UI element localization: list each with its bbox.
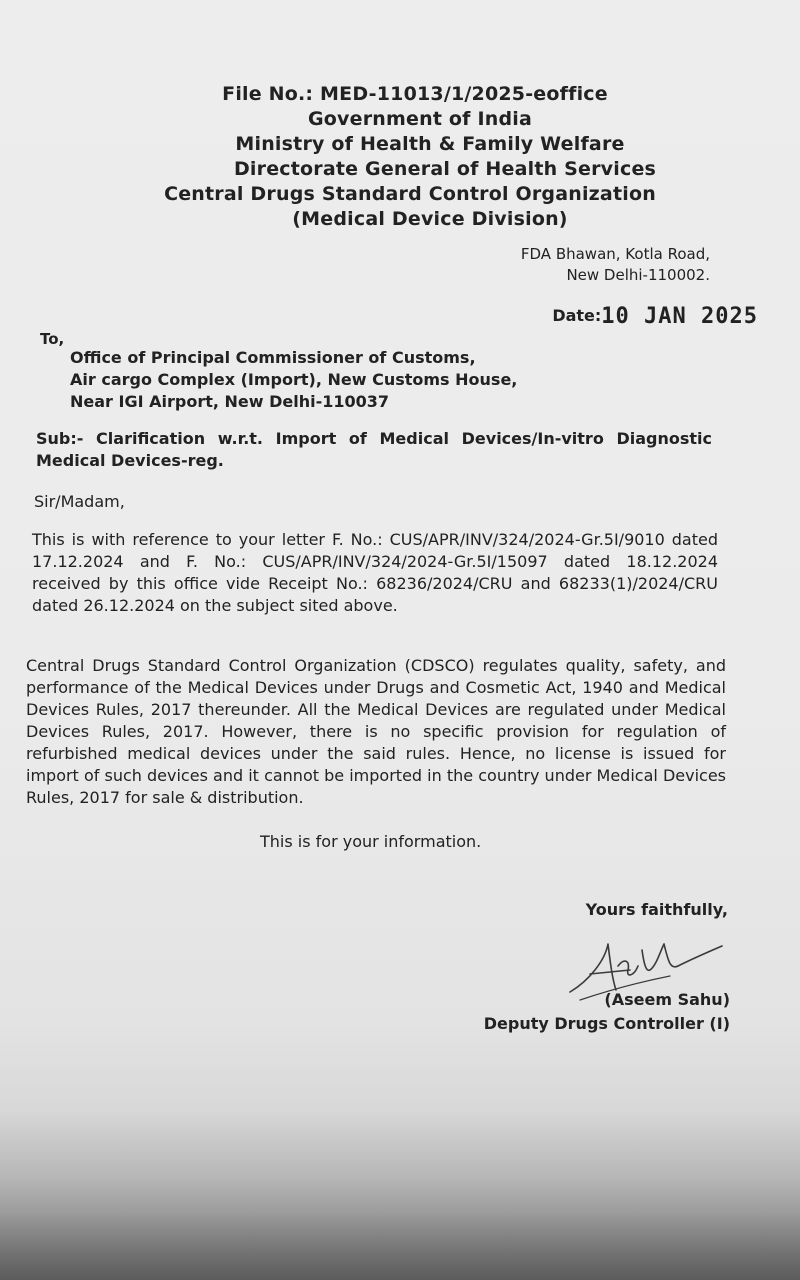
- body-paragraph-2: Central Drugs Standard Control Organization (CDSCO) regulates quality, safety, and performance of the Medical Devices under Drugs and Cosmetic Act, 1940 and Medical Devices Rules, 2017 thereunder. All the Medical Devices are regulated under Medical Devices Rules, 2017. However, there is no specific provision for regulation of refurbished medical devices under the said rules. Hence, no license is issued for import of such devices and it cannot be imported in the country under Medical Devices Rules, 2017 for sale & distribution.: [26, 656, 726, 807]
- subject-line: Sub:- Clarification w.r.t. Import of Medical Devices/In-vitro Diagnostic Medical Devices-reg.: [36, 429, 712, 470]
- signer-title: Deputy Drugs Controller (I): [483, 1014, 730, 1033]
- body-paragraph-1: This is with reference to your letter F. No.: CUS/APR/INV/324/2024-Gr.5I/9010 dated 17.12.2024 and F. No.: CUS/APR/INV/324/2024-Gr.5I/15097 dated 18.12.2024 received by this office vide Receipt No.: 68236/2024/CRU and 68233(1)/2024/CRU dated 26.12.2024 on the subject sited above.: [32, 530, 718, 615]
- recipient-address: [70, 347, 517, 413]
- government-line: Government of India: [308, 108, 532, 130]
- date-row: [552, 304, 758, 329]
- directorate-line: Directorate General of Health Services: [233, 158, 657, 180]
- to-label: To,: [40, 330, 65, 348]
- signer-name: (Aseem Sahu): [604, 990, 730, 1009]
- date-label: Date:: [552, 306, 602, 325]
- address-line-1: FDA Bhawan, Kotla Road,: [520, 245, 710, 263]
- recipient-line-3: Near IGI Airport, New Delhi-110037: [70, 392, 390, 411]
- recipient-line-2: Air cargo Complex (Import), New Customs House,: [70, 370, 518, 389]
- information-line: This is for your information.: [260, 832, 482, 851]
- date-stamp: 10 JAN 2025: [601, 304, 758, 329]
- division-line: (Medical Device Division): [292, 208, 568, 230]
- letterhead: [80, 82, 740, 232]
- organization-line: Central Drugs Standard Control Organization: [164, 183, 656, 205]
- ministry-line: Ministry of Health & Family Welfare: [235, 133, 625, 155]
- sender-address: [521, 244, 710, 286]
- closing-line: Yours faithfully,: [585, 900, 728, 919]
- salutation: Sir/Madam,: [34, 492, 125, 511]
- page-shadow: [0, 1110, 800, 1280]
- recipient-line-1: Office of Principal Commissioner of Customs,: [70, 348, 476, 367]
- address-line-2: New Delhi-110002.: [566, 266, 710, 284]
- file-number: File No.: MED-11013/1/2025-eoffice: [222, 83, 608, 105]
